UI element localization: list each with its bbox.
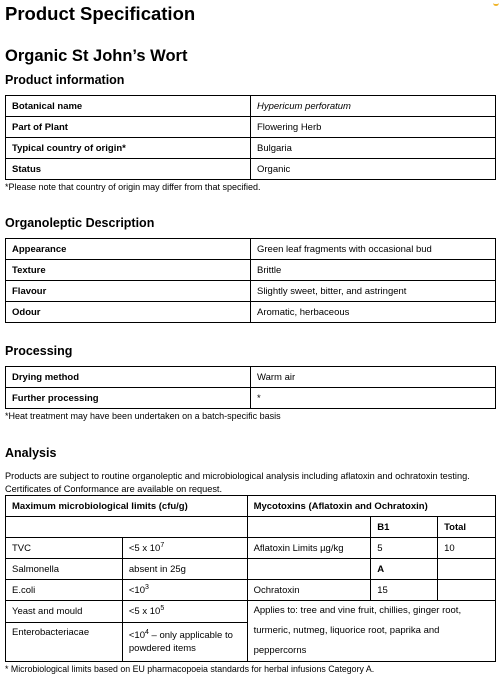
row3-b1: A xyxy=(371,559,438,580)
row-value: Green leaf fragments with occasional bud xyxy=(251,239,496,260)
table-row xyxy=(6,117,496,138)
analysis-heading: Analysis xyxy=(5,446,57,460)
row-value: Organic xyxy=(251,159,496,180)
micro-header: Maximum microbiological limits (cfu/g) xyxy=(6,496,248,517)
table-row xyxy=(6,496,496,517)
row-label: Texture xyxy=(6,260,251,281)
row-label: Flavour xyxy=(6,281,251,302)
table-row xyxy=(6,367,496,388)
analysis-footnote: * Microbiological limits based on EU pharmacopoeia standards for herbal infusions Category A. xyxy=(5,664,375,674)
brand-accent-mark xyxy=(493,0,499,6)
product-information-table xyxy=(5,95,496,180)
myco-header: Mycotoxins (Aflatoxin and Ochratoxin) xyxy=(247,496,495,517)
row-value: Aromatic, herbaceous xyxy=(251,302,496,323)
micro-value: $<10^3$ xyxy=(122,580,247,601)
applies-to-text: Applies to: tree and vine fruit, chillies, ginger root, turmeric, nutmeg, liquorice root, paprika and peppercorns xyxy=(247,601,495,662)
table-row xyxy=(6,281,496,302)
table-row xyxy=(6,388,496,409)
processing-table xyxy=(5,366,496,409)
micro-label: Salmonella xyxy=(6,559,123,580)
row-value: Bulgaria xyxy=(251,138,496,159)
ochratoxin-label: Ochratoxin xyxy=(247,580,371,601)
row-label: Part of Plant xyxy=(6,117,251,138)
micro-label: TVC xyxy=(6,538,123,559)
empty-cell xyxy=(247,559,371,580)
table-row xyxy=(6,302,496,323)
table-row xyxy=(6,580,496,601)
ochratoxin-value: 15 xyxy=(371,580,438,601)
row-value xyxy=(251,96,496,117)
table-row xyxy=(6,538,496,559)
organoleptic-table xyxy=(5,238,496,323)
empty-cell xyxy=(247,517,371,538)
origin-note: *Please note that country of origin may differ from that specified. xyxy=(5,182,261,192)
table-row xyxy=(6,239,496,260)
table-row xyxy=(6,559,496,580)
aflatoxin-b1: 5 xyxy=(371,538,438,559)
row-label: Further processing xyxy=(6,388,251,409)
document-title: Product Specification xyxy=(5,3,196,24)
micro-value: <5 x $10^7$ xyxy=(122,538,247,559)
table-row xyxy=(6,138,496,159)
col-b1-header: B1 xyxy=(371,517,438,538)
row-value: Warm air xyxy=(251,367,496,388)
analysis-intro: Products are subject to routine organoleptic and microbiological analysis including aflatoxin and ochratoxin testing. Certificates of Conformance are available on request. xyxy=(5,471,470,494)
empty-cell xyxy=(438,580,496,601)
row-value: Brittle xyxy=(251,260,496,281)
analysis-table xyxy=(5,495,496,662)
row-value: Flowering Herb xyxy=(251,117,496,138)
micro-value: absent in 25g xyxy=(122,559,247,580)
row-label: Botanical name xyxy=(6,96,251,117)
row-label: Drying method xyxy=(6,367,251,388)
col-total-header: Total xyxy=(438,517,496,538)
row-label: Status xyxy=(6,159,251,180)
product-information-heading: Product information xyxy=(5,73,125,87)
row-label: Typical country of origin* xyxy=(6,138,251,159)
micro-value: <5 x $10^5$ xyxy=(122,601,247,623)
heat-treatment-note: *Heat treatment may have been undertaken on a batch-specific basis xyxy=(5,411,281,421)
micro-value: $<10^4$ – only applicable to powdered items xyxy=(122,622,247,661)
row-value: * xyxy=(251,388,496,409)
aflatoxin-label: Aflatoxin Limits µg/kg xyxy=(247,538,371,559)
table-row xyxy=(6,260,496,281)
aflatoxin-total: 10 xyxy=(438,538,496,559)
micro-label: Yeast and mould xyxy=(6,601,123,623)
row-value: Slightly sweet, bitter, and astringent xyxy=(251,281,496,302)
table-row xyxy=(6,159,496,180)
micro-label: E.coli xyxy=(6,580,123,601)
empty-cell xyxy=(6,517,248,538)
row-label: Odour xyxy=(6,302,251,323)
botanical-name-value: Hypericum perforatum xyxy=(257,100,351,112)
product-name: Organic St John’s Wort xyxy=(5,47,188,65)
table-row xyxy=(6,96,496,117)
micro-label: Enterobacteriacae xyxy=(6,622,123,661)
table-row xyxy=(6,517,496,538)
table-row xyxy=(6,601,496,623)
empty-cell xyxy=(438,559,496,580)
organoleptic-heading: Organoleptic Description xyxy=(5,216,155,230)
row-label: Appearance xyxy=(6,239,251,260)
processing-heading: Processing xyxy=(5,344,73,358)
